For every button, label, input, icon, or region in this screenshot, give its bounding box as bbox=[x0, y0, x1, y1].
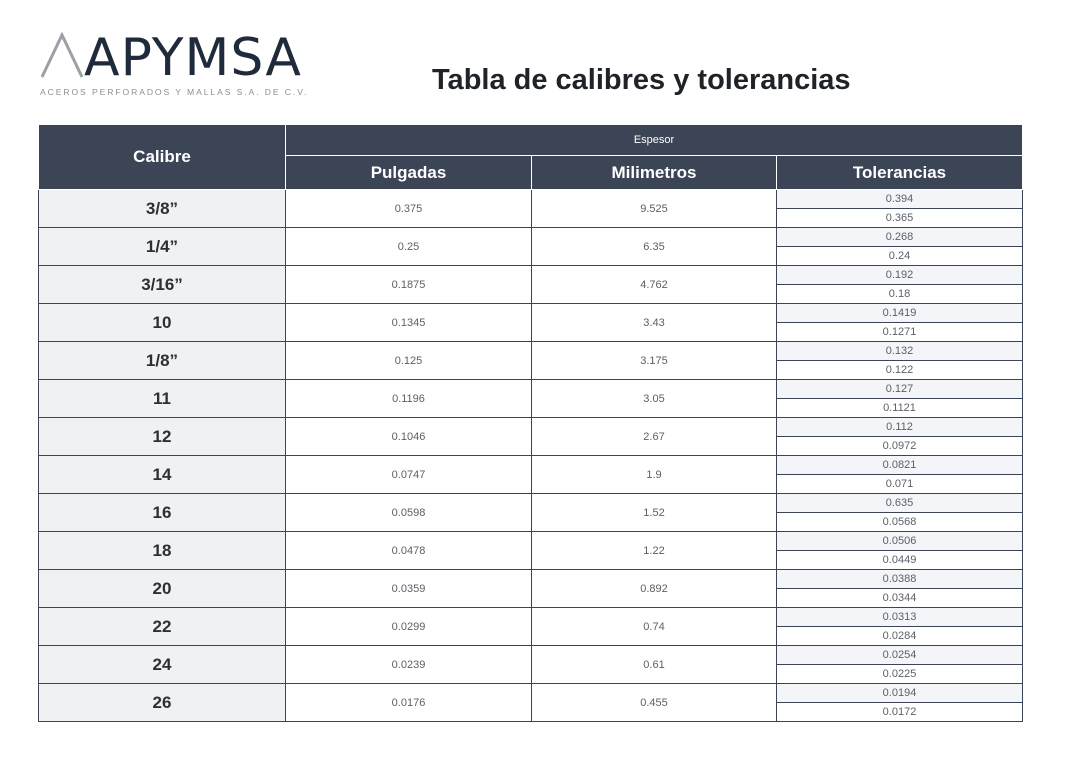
table-row bbox=[39, 494, 1023, 513]
tolerance-min-cell: 0.0172 bbox=[777, 703, 1023, 722]
calibre-cell: 14 bbox=[39, 456, 286, 494]
pulgadas-cell: 0.1196 bbox=[286, 380, 532, 418]
milimetros-cell: 0.455 bbox=[532, 684, 777, 722]
tolerance-max-cell: 0.0821 bbox=[777, 456, 1023, 475]
milimetros-cell: 2.67 bbox=[532, 418, 777, 456]
table-row bbox=[39, 380, 1023, 399]
table-row bbox=[39, 418, 1023, 437]
pulgadas-cell: 0.1875 bbox=[286, 266, 532, 304]
milimetros-cell: 3.43 bbox=[532, 304, 777, 342]
calibre-cell: 20 bbox=[39, 570, 286, 608]
table-row bbox=[39, 570, 1023, 589]
pulgadas-cell: 0.0239 bbox=[286, 646, 532, 684]
tolerance-max-cell: 0.0388 bbox=[777, 570, 1023, 589]
table-row bbox=[39, 228, 1023, 247]
calibre-cell: 1/4” bbox=[39, 228, 286, 266]
pulgadas-cell: 0.0478 bbox=[286, 532, 532, 570]
pulgadas-cell: 0.1046 bbox=[286, 418, 532, 456]
page-title: Tabla de calibres y tolerancias bbox=[432, 64, 851, 96]
calibre-cell: 26 bbox=[39, 684, 286, 722]
tolerance-min-cell: 0.18 bbox=[777, 285, 1023, 304]
calibre-cell: 1/8” bbox=[39, 342, 286, 380]
tolerance-min-cell: 0.071 bbox=[777, 475, 1023, 494]
calibre-cell: 3/8” bbox=[39, 190, 286, 228]
calibre-cell: 16 bbox=[39, 494, 286, 532]
tolerance-min-cell: 0.24 bbox=[777, 247, 1023, 266]
pulgadas-cell: 0.0598 bbox=[286, 494, 532, 532]
header-pulgadas: Pulgadas bbox=[286, 156, 532, 190]
milimetros-cell: 9.525 bbox=[532, 190, 777, 228]
header-milimetros: Milimetros bbox=[532, 156, 777, 190]
tolerance-min-cell: 0.122 bbox=[777, 361, 1023, 380]
milimetros-cell: 0.892 bbox=[532, 570, 777, 608]
tolerance-min-cell: 0.1121 bbox=[777, 399, 1023, 418]
calibre-cell: 11 bbox=[39, 380, 286, 418]
pulgadas-cell: 0.0747 bbox=[286, 456, 532, 494]
tolerance-max-cell: 0.0194 bbox=[777, 684, 1023, 703]
tolerance-max-cell: 0.0254 bbox=[777, 646, 1023, 665]
tolerance-max-cell: 0.1419 bbox=[777, 304, 1023, 323]
logo-a-mark-icon bbox=[40, 31, 84, 79]
calibre-cell: 24 bbox=[39, 646, 286, 684]
pulgadas-cell: 0.125 bbox=[286, 342, 532, 380]
milimetros-cell: 3.05 bbox=[532, 380, 777, 418]
tolerance-min-cell: 0.0284 bbox=[777, 627, 1023, 646]
tolerance-min-cell: 0.0344 bbox=[777, 589, 1023, 608]
calibre-cell: 22 bbox=[39, 608, 286, 646]
company-logo bbox=[40, 30, 320, 100]
tolerance-min-cell: 0.365 bbox=[777, 209, 1023, 228]
tolerance-min-cell: 0.0568 bbox=[777, 513, 1023, 532]
tolerance-min-cell: 0.0449 bbox=[777, 551, 1023, 570]
table-row bbox=[39, 532, 1023, 551]
tolerance-min-cell: 0.1271 bbox=[777, 323, 1023, 342]
milimetros-cell: 3.175 bbox=[532, 342, 777, 380]
calibre-cell: 3/16” bbox=[39, 266, 286, 304]
logo-subtitle: ACEROS PERFORADOS Y MALLAS S.A. DE C.V. bbox=[40, 87, 309, 97]
pulgadas-cell: 0.0299 bbox=[286, 608, 532, 646]
table-row bbox=[39, 342, 1023, 361]
milimetros-cell: 0.61 bbox=[532, 646, 777, 684]
table-row bbox=[39, 266, 1023, 285]
table-row bbox=[39, 684, 1023, 703]
tolerance-max-cell: 0.192 bbox=[777, 266, 1023, 285]
pulgadas-cell: 0.25 bbox=[286, 228, 532, 266]
tolerance-min-cell: 0.0972 bbox=[777, 437, 1023, 456]
calibre-cell: 18 bbox=[39, 532, 286, 570]
logo-wordmark bbox=[40, 30, 302, 86]
header-tolerancias: Tolerancias bbox=[777, 156, 1023, 190]
pulgadas-cell: 0.0359 bbox=[286, 570, 532, 608]
gauge-tolerance-table bbox=[38, 124, 1023, 722]
table-row bbox=[39, 646, 1023, 665]
tolerance-min-cell: 0.0225 bbox=[777, 665, 1023, 684]
tolerance-max-cell: 0.268 bbox=[777, 228, 1023, 247]
table-row bbox=[39, 456, 1023, 475]
milimetros-cell: 6.35 bbox=[532, 228, 777, 266]
pulgadas-cell: 0.0176 bbox=[286, 684, 532, 722]
logo-text: APYMSA bbox=[84, 28, 302, 88]
milimetros-cell: 0.74 bbox=[532, 608, 777, 646]
milimetros-cell: 1.22 bbox=[532, 532, 777, 570]
header-espesor: Espesor bbox=[286, 125, 1023, 156]
tolerance-max-cell: 0.635 bbox=[777, 494, 1023, 513]
tolerance-max-cell: 0.132 bbox=[777, 342, 1023, 361]
calibre-cell: 10 bbox=[39, 304, 286, 342]
tolerance-max-cell: 0.0506 bbox=[777, 532, 1023, 551]
tolerance-max-cell: 0.394 bbox=[777, 190, 1023, 209]
milimetros-cell: 1.9 bbox=[532, 456, 777, 494]
milimetros-cell: 1.52 bbox=[532, 494, 777, 532]
header-calibre: Calibre bbox=[39, 125, 286, 190]
tolerance-max-cell: 0.127 bbox=[777, 380, 1023, 399]
tolerance-max-cell: 0.112 bbox=[777, 418, 1023, 437]
table-row bbox=[39, 608, 1023, 627]
pulgadas-cell: 0.1345 bbox=[286, 304, 532, 342]
milimetros-cell: 4.762 bbox=[532, 266, 777, 304]
table-row bbox=[39, 304, 1023, 323]
tolerance-max-cell: 0.0313 bbox=[777, 608, 1023, 627]
table-row bbox=[39, 190, 1023, 209]
calibre-cell: 12 bbox=[39, 418, 286, 456]
pulgadas-cell: 0.375 bbox=[286, 190, 532, 228]
